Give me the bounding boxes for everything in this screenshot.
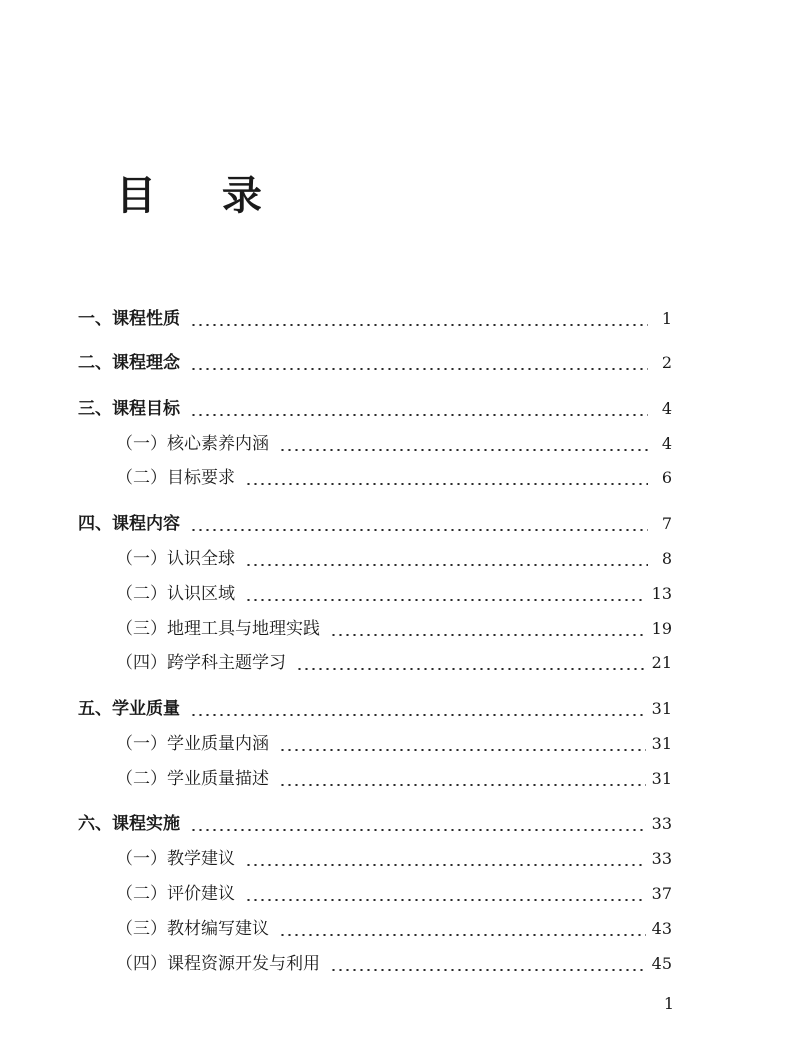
toc-leader-dots bbox=[296, 668, 646, 670]
toc-entry-page: 45 bbox=[651, 954, 672, 973]
toc-entry-label: 二、课程理念 bbox=[78, 353, 180, 373]
toc-leader-dots bbox=[330, 969, 646, 971]
toc-entry-label: 四、课程内容 bbox=[78, 514, 180, 534]
toc-entry[interactable] bbox=[78, 350, 672, 376]
toc-entry-label: （一）认识全球 bbox=[116, 549, 235, 569]
toc-leader-dots bbox=[330, 634, 646, 636]
toc-entry-page: 31 bbox=[651, 769, 672, 788]
toc-leader-dots bbox=[190, 414, 648, 416]
toc-entry-page: 33 bbox=[651, 814, 672, 833]
page-title: 目 录 bbox=[116, 172, 288, 219]
toc-entry[interactable] bbox=[116, 731, 672, 757]
toc-entry-label: （一）核心素养内涵 bbox=[116, 434, 269, 454]
toc-leader-dots bbox=[279, 934, 646, 936]
toc-leader-dots bbox=[190, 529, 648, 531]
toc-entry[interactable] bbox=[78, 396, 672, 422]
toc-entry-label: （二）目标要求 bbox=[116, 468, 235, 488]
toc-entry[interactable] bbox=[116, 846, 672, 872]
toc-leader-dots bbox=[279, 749, 646, 751]
toc-entry[interactable] bbox=[116, 650, 672, 676]
toc-entry-page: 4 bbox=[661, 434, 672, 453]
toc-entry-page: 31 bbox=[651, 699, 672, 718]
toc-entry[interactable] bbox=[78, 306, 672, 332]
toc-leader-dots bbox=[190, 829, 646, 831]
toc-leader-dots bbox=[245, 899, 646, 901]
toc-entry[interactable] bbox=[116, 766, 672, 792]
toc-leader-dots bbox=[245, 564, 648, 566]
toc-entry[interactable] bbox=[116, 465, 672, 491]
toc-entry-page: 4 bbox=[661, 399, 672, 418]
toc-entry[interactable] bbox=[116, 546, 672, 572]
toc-leader-dots bbox=[245, 599, 646, 601]
toc-entry-label: （一）教学建议 bbox=[116, 849, 235, 869]
toc-entry-page: 2 bbox=[661, 353, 672, 372]
toc-entry-page: 37 bbox=[651, 884, 672, 903]
toc-leader-dots bbox=[245, 864, 646, 866]
toc-entry[interactable] bbox=[116, 616, 672, 642]
toc-entry-label: （二）学业质量描述 bbox=[116, 769, 269, 789]
toc-entry-label: 五、学业质量 bbox=[78, 699, 180, 719]
toc-entry-page: 8 bbox=[661, 549, 672, 568]
toc-entry-page: 21 bbox=[651, 653, 672, 672]
toc-entry-label: 一、课程性质 bbox=[78, 309, 180, 329]
toc-leader-dots bbox=[190, 368, 648, 370]
toc-entry-label: （三）地理工具与地理实践 bbox=[116, 619, 320, 639]
toc-entry-label: （四）课程资源开发与利用 bbox=[116, 954, 320, 974]
toc-entry-label: （四）跨学科主题学习 bbox=[116, 653, 286, 673]
toc-entry-label: （三）教材编写建议 bbox=[116, 919, 269, 939]
toc-entry-page: 1 bbox=[661, 309, 672, 328]
toc-leader-dots bbox=[279, 784, 646, 786]
toc-entry-label: （一）学业质量内涵 bbox=[116, 734, 269, 754]
toc-entry[interactable] bbox=[78, 811, 672, 837]
toc-entry[interactable] bbox=[116, 881, 672, 907]
toc-leader-dots bbox=[279, 449, 648, 451]
toc-entry-page: 43 bbox=[651, 919, 672, 938]
toc-entry-page: 6 bbox=[661, 468, 672, 487]
toc-entry[interactable] bbox=[116, 916, 672, 942]
toc-entry[interactable] bbox=[116, 581, 672, 607]
toc-entry-page: 19 bbox=[651, 619, 672, 638]
toc-leader-dots bbox=[190, 714, 646, 716]
toc-entry[interactable] bbox=[78, 511, 672, 537]
toc-entry-label: 六、课程实施 bbox=[78, 814, 180, 834]
toc-entry-label: （二）评价建议 bbox=[116, 884, 235, 904]
toc-entry-label: 三、课程目标 bbox=[78, 399, 180, 419]
toc-entry-label: （二）认识区域 bbox=[116, 584, 235, 604]
toc-entry-page: 13 bbox=[651, 584, 672, 603]
page-number: 1 bbox=[663, 994, 674, 1013]
toc-entry-page: 7 bbox=[661, 514, 672, 533]
toc-entry[interactable] bbox=[78, 696, 672, 722]
toc-entry-page: 33 bbox=[651, 849, 672, 868]
toc-leader-dots bbox=[190, 324, 648, 326]
toc-entry[interactable] bbox=[116, 951, 672, 977]
toc-leader-dots bbox=[245, 483, 648, 485]
toc-entry-page: 31 bbox=[651, 734, 672, 753]
toc-entry[interactable] bbox=[116, 431, 672, 457]
